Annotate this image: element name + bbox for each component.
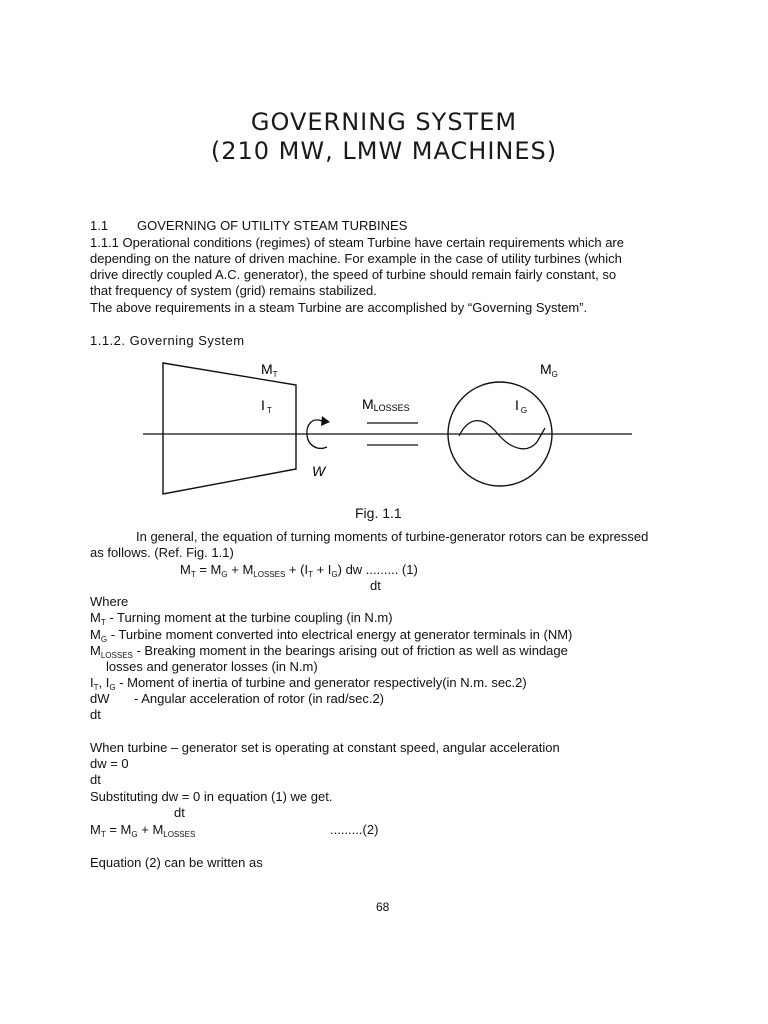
paragraph-line: drive directly coupled A.C. generator), the speed of turbine should remain fairly constant, so <box>90 267 617 282</box>
turbine-shape <box>163 363 296 494</box>
label-ig: I $_G$ <box>515 397 528 415</box>
label-mg: $M_G$ <box>540 361 558 379</box>
label-mlosses: MLOSSES <box>362 396 410 413</box>
page-number: 68 <box>376 900 390 914</box>
paragraph-line: depending on the nature of driven machine. For example in the case of utility turbines (which <box>90 251 622 266</box>
definition-mlosses-cont: losses and generator losses (in N.m) <box>106 659 318 674</box>
section-number: 1.1 <box>90 218 109 233</box>
equation-2-number: .........(2) <box>330 822 379 837</box>
page-title: GOVERNING SYSTEM <box>250 108 518 136</box>
definition-mg: $M_G$ - Turbine moment converted into electrical energy at generator terminals in (NM) <box>90 627 573 644</box>
definition-mt: $M_T$ - Turning moment at the turbine coupling (in N.m) <box>90 610 393 627</box>
definition-mlosses: $M_{LOSSES}$ - Breaking moment in the bearings arising out of friction as well as windage <box>90 643 568 660</box>
turbine-generator-diagram <box>0 355 768 515</box>
definition-dw-symbol: dW <box>90 691 110 706</box>
sine-wave-icon <box>459 421 545 449</box>
intro-line: In general, the equation of turning moments of turbine-generator rotors can be expressed <box>136 529 649 544</box>
constant-speed-line: When turbine – generator set is operating at constant speed, angular acceleration <box>90 740 560 755</box>
paragraph-line: 1.1.1 Operational conditions (regimes) of steam Turbine have certain requirements which are <box>90 235 624 250</box>
dt-line: dt <box>90 772 101 787</box>
intro-line: as follows. (Ref. Fig. 1.1) <box>90 545 234 560</box>
definition-dw-text: - Angular acceleration of rotor (in rad/sec.2) <box>134 691 385 706</box>
dw-zero: dw = 0 <box>90 756 129 771</box>
equation-1: $M_T = M_G + M_{LOSSES} + (I_T + I_G)$ dw ......... (1) <box>180 562 418 579</box>
paragraph-line: that frequency of system (grid) remains stabilized. <box>90 283 377 298</box>
section-heading: GOVERNING OF UTILITY STEAM TURBINES <box>137 218 408 233</box>
rotation-arrowhead-icon <box>321 416 330 426</box>
label-it: I $_T$ <box>261 397 272 415</box>
definition-inertia: $I_T$, $I_G$ - Moment of inertia of turbine and generator respectively(in N.m. sec.2) <box>90 675 527 692</box>
substituting-dt: dt <box>174 805 185 820</box>
subsection-heading: 1.1.2. Governing System <box>90 333 245 348</box>
equation-2-written: Equation (2) can be written as <box>90 855 263 870</box>
paragraph-line: The above requirements in a steam Turbine are accomplished by “Governing System”. <box>90 300 588 315</box>
equation-1-denominator: dt <box>370 578 381 593</box>
page-subtitle: (210 MW, LMW MACHINES) <box>210 137 558 165</box>
label-w: W <box>312 463 326 479</box>
where-label: Where <box>90 594 129 609</box>
label-mt: $M_T$ <box>261 361 278 379</box>
definition-dt: dt <box>90 707 101 722</box>
figure-caption: Fig. 1.1 <box>355 505 402 521</box>
equation-2: $M_T = M_G + M_{LOSSES}$ <box>90 822 196 839</box>
substituting-line: Substituting dw = 0 in equation (1) we get. <box>90 789 333 804</box>
